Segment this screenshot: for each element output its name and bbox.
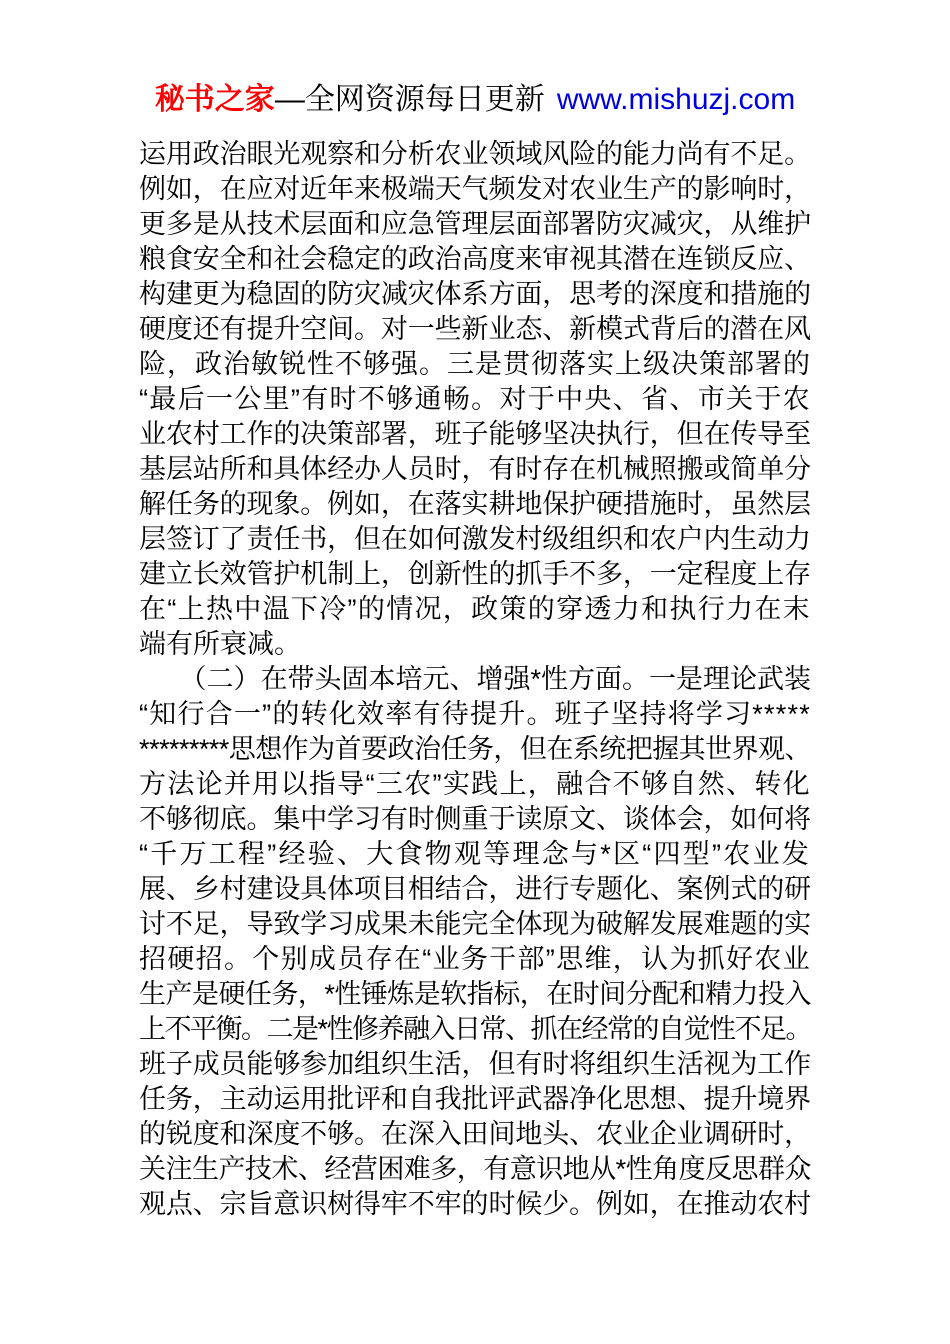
text-line	[139, 1082, 811, 1117]
header-dash: —	[274, 83, 305, 116]
text-line	[139, 767, 811, 802]
document-body	[139, 137, 811, 1222]
text-line	[139, 382, 811, 417]
text-line-content: 硬度还有提升空间。对一些新业态、新模式背后的潜在风	[139, 314, 811, 344]
text-line-content: “千万工程”经验、大食物观等理念与*区“四型”农业发	[139, 839, 811, 869]
text-line	[139, 522, 811, 557]
text-line-content: 例如，在应对近年来极端天气频发对农业生产的影响时，	[139, 174, 811, 204]
text-line-content: “最后一公里”有时不够通畅。对于中央、省、市关于农	[139, 384, 812, 414]
text-line-content: 基层站所和具体经办人员时，有时存在机械照搬或简单分	[139, 454, 811, 484]
text-line-content: 构建更为稳固的防灾减灾体系方面，思考的深度和措施的	[139, 279, 811, 309]
paragraph-2	[139, 662, 811, 1222]
text-line	[139, 872, 811, 907]
text-line-content: 在“上热中温下冷”的情况，政策的穿透力和执行力在末	[139, 594, 812, 624]
text-line	[139, 1047, 811, 1082]
header-tagline: 全网资源每日更新	[304, 83, 545, 116]
text-line-content: *********思想作为首要政治任务，但在系统把握其世界观、	[139, 734, 811, 764]
text-line	[139, 627, 811, 662]
text-line-content: 讨不足，导致学习成果未能完全体现为破解发展难题的实	[139, 909, 811, 939]
text-line	[139, 207, 811, 242]
text-line-content: 班子成员能够参加组织生活，但有时将组织生活视为工作	[139, 1049, 811, 1079]
text-line-content: 端有所衰减。	[139, 629, 301, 659]
text-line	[139, 942, 811, 977]
text-line-content: 关注生产技术、经营困难多，有意识地从*性角度反思群众	[139, 1154, 811, 1184]
text-line-content: 招硬招。个别成员存在“业务干部”思维，认为抓好农业	[139, 944, 812, 974]
text-line	[139, 907, 811, 942]
text-line-content: 生产是硬任务，*性锤炼是软指标，在时间分配和精力投入	[139, 979, 811, 1009]
text-line	[139, 802, 811, 837]
text-line	[139, 137, 811, 172]
text-line	[139, 1117, 811, 1152]
text-line	[139, 242, 811, 277]
site-name: 秘书之家	[154, 83, 275, 116]
paragraph-1	[139, 137, 811, 662]
text-line	[139, 347, 811, 382]
text-line-content: 展、乡村建设具体项目相结合，进行专题化、案例式的研	[139, 874, 811, 904]
text-line-content: 层签订了责任书，但在如何激发村级组织和农户内生动力	[139, 524, 811, 554]
text-line	[139, 732, 811, 767]
text-line	[139, 662, 811, 697]
text-line	[139, 592, 811, 627]
text-line-content: 解任务的现象。例如，在落实耕地保护硬措施时，虽然层	[139, 489, 811, 519]
text-line	[139, 557, 811, 592]
text-line	[139, 837, 811, 872]
text-line-content: 险，政治敏锐性不够强。三是贯彻落实上级决策部署的	[139, 349, 811, 379]
text-line	[139, 312, 811, 347]
text-line-content: 运用政治眼光观察和分析农业领域风险的能力尚有不足。	[139, 139, 811, 169]
text-line	[139, 277, 811, 312]
text-line	[139, 977, 811, 1012]
site-header	[0, 0, 950, 120]
text-line-content: 业农村工作的决策部署，班子能够坚决执行，但在传导至	[139, 419, 811, 449]
header-url-link[interactable]: www.mishuzj.com	[556, 83, 796, 116]
text-line-content: 方法论并用以指导“三农”实践上，融合不够自然、转化	[139, 769, 812, 799]
text-line-content: 任务，主动运用批评和自我批评武器净化思想、提升境界	[139, 1084, 811, 1114]
text-line	[139, 487, 811, 522]
text-line	[139, 1187, 811, 1222]
text-line-content: 不够彻底。集中学习有时侧重于读原文、谈体会，如何将	[139, 804, 811, 834]
text-line	[139, 1012, 811, 1047]
text-line	[139, 417, 811, 452]
text-line-content: 建立长效管护机制上，创新性的抓手不多，一定程度上存	[139, 559, 811, 589]
text-line-content: 更多是从技术层面和应急管理层面部署防灾减灾，从维护	[139, 209, 811, 239]
text-line-content: 粮食安全和社会稳定的政治高度来审视其潜在连锁反应、	[139, 244, 811, 274]
text-line-content: “知行合一”的转化效率有待提升。班子坚持将学习*****	[139, 699, 811, 729]
text-line-content: 观点、宗旨意识树得牢不牢的时候少。例如，在推动农村	[139, 1189, 811, 1219]
text-line	[139, 452, 811, 487]
text-line-content: （二）在带头固本培元、增强*性方面。一是理论武装	[139, 664, 811, 694]
text-line-content: 上不平衡。二是*性修养融入日常、抓在经常的自觉性不足。	[139, 1014, 811, 1044]
text-line-content: 的锐度和深度不够。在深入田间地头、农业企业调研时，	[139, 1119, 811, 1149]
text-line	[139, 172, 811, 207]
text-line	[139, 1152, 811, 1187]
text-line	[139, 697, 811, 732]
